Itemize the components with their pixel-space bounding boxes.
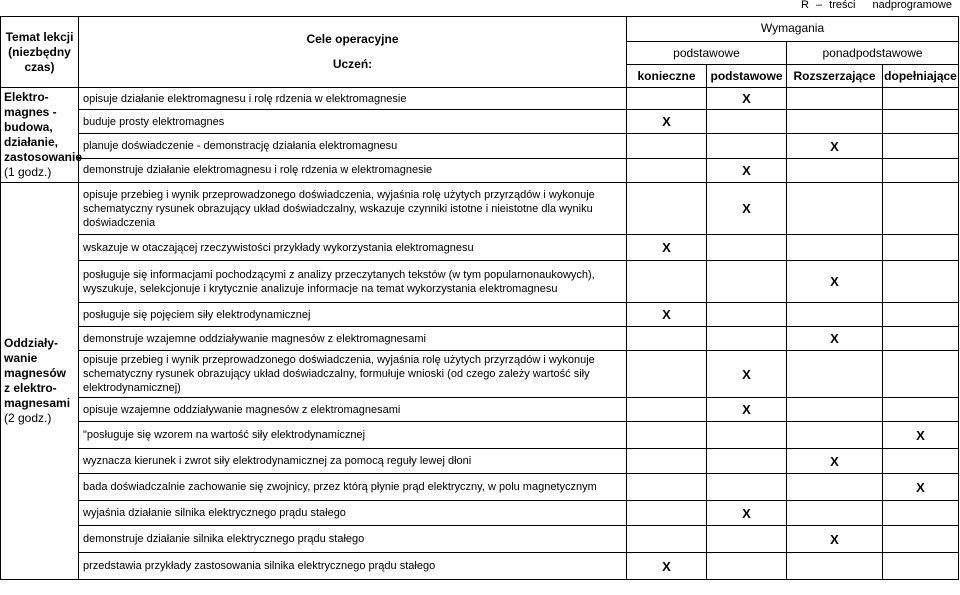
objective-text: opisuje przebieg i wynik przeprowadzonego doświadczenia, wyjaśnia rolę użytych przyrządów i wykonuje schematyczny rysunek obrazujący układ doświadczalny, formułuje wnioski (od czego zależy wartość siły elektrodynamicznej) (79, 351, 627, 398)
requirement-mark-cell (627, 526, 707, 553)
topic-name-line: Elektro- (4, 90, 49, 104)
legend-r-text: treści (829, 0, 856, 11)
header-requirements: Wymagania (627, 17, 959, 42)
requirement-mark-cell (787, 303, 883, 327)
table-row (1, 449, 959, 474)
header-col-extended: Rozszerzające (787, 65, 883, 88)
requirement-mark-cell (883, 398, 959, 422)
requirement-mark-cell (883, 183, 959, 235)
topic-time: (1 godz.) (4, 165, 52, 179)
requirement-mark-cell (707, 261, 787, 303)
requirement-mark-cell (883, 158, 959, 182)
requirement-mark: X (742, 402, 751, 417)
topic-cell (1, 88, 83, 183)
requirement-mark-cell (707, 303, 787, 327)
requirement-mark-cell (883, 110, 959, 134)
table-row (1, 183, 959, 235)
header-objectives: Cele operacyjne Uczeń: (79, 17, 627, 88)
requirement-mark: X (742, 91, 751, 107)
requirement-mark: X (830, 453, 839, 469)
requirement-mark-cell (707, 327, 787, 351)
objective-text: demonstruje działanie silnika elektrycznego prądu stałego (79, 526, 627, 553)
header-above-basic: ponadpodstawowe (787, 41, 959, 65)
objective-text: demonstruje wzajemne oddziaływanie magnesów z elektromagnesami (79, 327, 627, 351)
table-row (1, 158, 959, 182)
requirement-mark-cell (787, 474, 883, 501)
requirement-mark-cell (883, 88, 959, 110)
objective-text: wyznacza kierunek i zwrot siły elektrodynamicznej za pomocą reguły lewej dłoni (79, 449, 627, 474)
objective-text: "posługuje się wzorem na wartość siły elektrodynamicznej (79, 422, 627, 449)
objective-text: wskazuje w otaczającej rzeczywistości przykłady wykorzystania elektromagnesu (79, 235, 627, 261)
table-row (1, 553, 959, 580)
header-col-necessary: konieczne (627, 65, 707, 88)
requirement-mark: X (742, 505, 751, 521)
requirement-mark: X (662, 114, 671, 130)
legend-r-dash: – (815, 0, 823, 11)
requirement-mark-cell (627, 327, 707, 351)
requirement-mark-cell (707, 183, 787, 235)
requirement-mark: X (662, 558, 671, 574)
requirement-mark-cell (787, 398, 883, 422)
requirement-mark-cell (627, 553, 707, 580)
objective-text: posługuje się pojęciem siły elektrodynamicznej (79, 303, 627, 327)
objective-text: opisuje przebieg i wynik przeprowadzonego doświadczenia, wyjaśnia rolę użytych przyrządów i wykonuje schematyczny rysunek obrazujący układ doświadczalny, wskazuje czynniki istotne i nieistotne dla wyniku doświadczenia (79, 183, 627, 235)
requirement-mark-cell (787, 158, 883, 182)
requirement-mark-cell (883, 327, 959, 351)
requirement-mark-cell (627, 501, 707, 526)
requirement-mark-cell (883, 553, 959, 580)
requirement-mark-cell (787, 449, 883, 474)
requirement-mark-cell (627, 449, 707, 474)
legend (787, 0, 952, 11)
requirement-mark: X (662, 307, 671, 322)
requirement-mark-cell (707, 88, 787, 110)
requirement-mark-cell (787, 235, 883, 261)
requirement-mark-cell (883, 474, 959, 501)
requirement-mark-cell (627, 422, 707, 449)
table-row (1, 327, 959, 351)
requirement-mark-cell (883, 501, 959, 526)
table-row (1, 134, 959, 158)
requirement-mark: X (742, 366, 751, 382)
requirement-mark-cell (627, 351, 707, 398)
topic-name-line: wanie (4, 351, 38, 365)
requirement-mark-cell (787, 553, 883, 580)
requirement-mark-cell (707, 134, 787, 158)
requirement-mark-cell (627, 88, 707, 110)
requirement-mark-cell (787, 261, 883, 303)
legend-r-extra: nadprogramowe (872, 0, 952, 11)
requirement-mark: X (742, 201, 751, 216)
requirement-mark-cell (707, 158, 787, 182)
topic-name-line: magnes - (4, 105, 57, 119)
requirement-mark-cell (707, 526, 787, 553)
requirement-mark-cell (707, 501, 787, 526)
requirement-mark-cell (627, 235, 707, 261)
table-row (1, 303, 959, 327)
table-row (1, 110, 959, 134)
requirement-mark: X (830, 531, 839, 547)
header-col-complementary: dopełniające (883, 65, 959, 88)
table-row (1, 474, 959, 501)
requirement-mark-cell (883, 261, 959, 303)
requirement-mark-cell (707, 235, 787, 261)
requirement-mark-cell (627, 134, 707, 158)
table-row (1, 88, 959, 110)
requirement-mark: X (916, 427, 925, 443)
requirement-mark-cell (787, 351, 883, 398)
requirement-mark-cell (883, 303, 959, 327)
curriculum-table (0, 16, 959, 580)
objective-text: posługuje się informacjami pochodzącymi z analizy przeczytanych tekstów (w tym popularnonaukowych), wyszukuje, selekcjonuje i krytycznie analizuje informacje na temat wykorzystania elektromagnesu (79, 261, 627, 303)
requirement-mark-cell (707, 110, 787, 134)
requirement-mark-cell (627, 398, 707, 422)
header-topic: Temat lekcji (niezbędny czas) (1, 17, 79, 88)
requirement-mark-cell (707, 351, 787, 398)
requirement-mark-cell (787, 327, 883, 351)
requirement-mark-cell (707, 398, 787, 422)
requirement-mark-cell (787, 422, 883, 449)
table-row (1, 235, 959, 261)
topic-name-line: zastosowanie (4, 150, 83, 164)
objective-text: opisuje działanie elektromagnesu i rolę rdzenia w elektromagnesie (79, 88, 627, 110)
topic-name-line: działanie, (4, 135, 59, 149)
requirement-mark-cell (787, 526, 883, 553)
requirement-mark: X (830, 331, 839, 346)
requirement-mark: X (916, 479, 925, 495)
table-row (1, 422, 959, 449)
topic-name-line: magnesami (4, 396, 71, 410)
requirement-mark: X (830, 138, 839, 154)
topic-name-line: budowa, (4, 120, 53, 134)
requirement-mark-cell (707, 449, 787, 474)
requirement-mark-cell (627, 110, 707, 134)
requirement-mark-cell (707, 422, 787, 449)
objective-text: buduje prosty elektromagnes (79, 110, 627, 134)
table-row (1, 398, 959, 422)
header-basic: podstawowe (627, 41, 787, 65)
objective-text: opisuje wzajemne oddziaływanie magnesów z elektromagnesami (79, 398, 627, 422)
requirement-mark-cell (883, 134, 959, 158)
requirement-mark-cell (883, 351, 959, 398)
topic-time: (2 godz.) (4, 411, 52, 425)
requirement-mark-cell (883, 422, 959, 449)
requirement-mark-cell (707, 553, 787, 580)
requirement-mark-cell (627, 261, 707, 303)
topic-name-line: magnesów (4, 366, 67, 380)
requirement-mark-cell (883, 449, 959, 474)
requirement-mark-cell (627, 158, 707, 182)
table-row (1, 261, 959, 303)
topic-cell (1, 183, 79, 580)
legend-r-letter: R (800, 0, 809, 11)
requirement-mark: X (662, 240, 671, 255)
requirement-mark-cell (787, 134, 883, 158)
objective-text: bada doświadczalnie zachowanie się zwojnicy, przez którą płynie prąd elektryczny, w polu magnetycznym (79, 474, 627, 501)
requirement-mark: X (742, 162, 751, 178)
requirement-mark-cell (627, 474, 707, 501)
requirement-mark: X (830, 274, 839, 289)
requirement-mark-cell (883, 235, 959, 261)
header-col-basic: podstawowe (707, 65, 787, 88)
objective-text: planuje doświadczenie - demonstrację działania elektromagnesu (79, 134, 627, 158)
requirement-mark-cell (787, 501, 883, 526)
requirement-mark-cell (787, 88, 883, 110)
objective-text: demonstruje działanie elektromagnesu i rolę rdzenia w elektromagnesie (79, 158, 627, 182)
requirement-mark-cell (627, 183, 707, 235)
topic-name-line: z elektro- (4, 381, 57, 395)
requirement-mark-cell (787, 183, 883, 235)
objective-text: przedstawia przykłady zastosowania silnika elektrycznego prądu stałego (79, 553, 627, 580)
topic-name-line: Oddziały- (4, 336, 59, 350)
objective-text: wyjaśnia działanie silnika elektrycznego prądu stałego (79, 501, 627, 526)
table-row (1, 526, 959, 553)
requirement-mark-cell (627, 303, 707, 327)
requirement-mark-cell (707, 474, 787, 501)
table-row (1, 351, 959, 398)
requirement-mark-cell (883, 526, 959, 553)
table-row (1, 501, 959, 526)
requirement-mark-cell (787, 110, 883, 134)
